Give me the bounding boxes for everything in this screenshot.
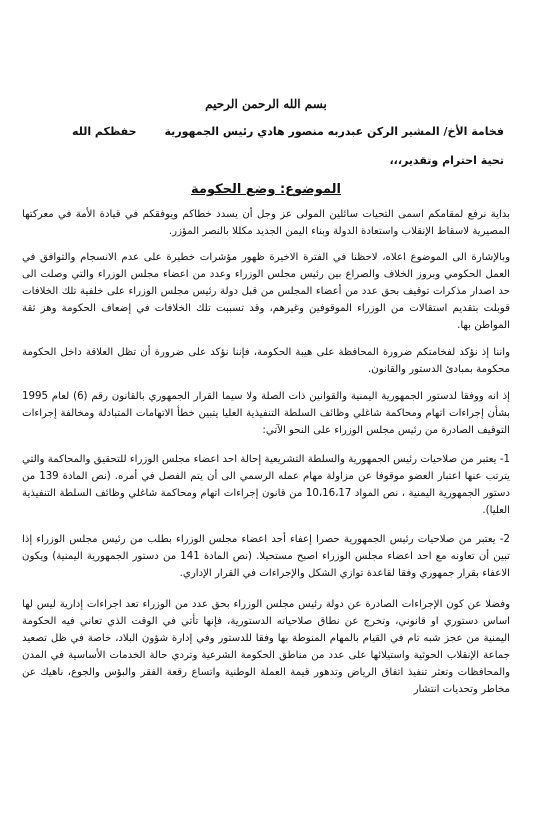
paragraph-point-2: 2- يعتبر من صلاحيات رئيس الجمهورية حصرا إعفاء أحد اعضاء مجلس الوزراء بطلب من رئيس مجلس الوزراء إذا تبين أن تعاونه مع احد اعضاء مجلس الوزراء اصبح مستحيلا. (نص المادة 141 من دستور الجمهورية اليمنية) ويكون الاعفاء بقرار جمهوري وفقا لقاعدة توازي الشكل والإجراءات في القرار الإداري. [22,534,510,579]
subject-title: الموضوع: وضع الحكومة [191,182,341,197]
paragraph-opening: بداية نرفع لمقامكم اسمى التحيات سائلين المولى عز وجل أن يسدد خطاكم ويوفقكم في قيادة الأمة في معركتها المصيرية لاسقاط الإنقلاب واستعادة الدولة وبناء اليمن الجديد مكللا بالنصر المؤزر. [22,209,510,237]
addressee-name: فخامة الأخ/ المشير الركن عبدربه منصور هادي رئيس الجمهورية [164,125,504,138]
basmala: بسم الله الرحمن الرحيم [205,97,327,111]
paragraph-emphasis: واننا إذ نؤكد لفخامتكم ضرورة المحافظة على هيبة الحكومة، فإننا نؤكد على ضرورة أن تظل العلاقة داخل الحكومة محكومة بمبادئ الدستور والقانون. [22,347,510,375]
greeting: تحية احترام وتقدير،،، [389,154,504,167]
paragraph-legal-basis: إذ انه ووفقا لدستور الجمهورية اليمنية والقوانين ذات الصلة ولا سيما القرار الجمهوري بالقانون رقم (6) لعام 1995 بشأن إجراءات اتهام ومحاكمة شاغلي وظائف السلطة التنفيذية العليا يتبين خطأ الاتهامات المتبادلة ومخالفة إجراءات التوقيف الصادرة من رئيس مجلس الوزراء على النحو الآتي: [22,391,510,436]
addressee-blessing: حفظكم الله [72,125,137,138]
paragraph-point-1: 1- يعتبر من صلاحيات رئيس الجمهورية والسلطة التشريعية إحالة احد اعضاء مجلس الوزراء للتحقيق والمحاكمة والتي يترتب عنها اعتبار العضو موقوفا عن مزاولة مهام عمله الرسمي الى أن يتم الفصل في أمره. (نص المادة 139 من دستور الجمهورية اليمنية ، نص المواد 10،16،17 من قانون إجراءات اتهام ومحاكمة شاغلي وظائف السلطة التنفيذية العليا). [22,454,510,516]
paragraph-conclusion: وفضلا عن كون الإجراءات الصادرة عن دولة رئيس مجلس الوزراء بحق عدد من الوزراء تعد اجراءات إدارية ليس لها اساس دستوري او قانوني، وتخرج عن نطاق صلاحياته الدستورية، فإنها تأتي في الوقت الذي تعاني فيه الحكومة اليمنية من عجز شبه تام في القيام بالمهام المنوطة بها وفقا للدستور وفي إدارة شؤون البلاد، خاصة في ظل تصعيد جماعة الإنقلاب الحوثية واستيلائها على عدد من مناطق الحكومة الشرعية وتردي حالة الخدمات الأساسية في المدن والمحافظات وتعثر تنفيذ اتفاق الرياض وتدهور قيمة العملة الوطنية واتساع رقعة الفقر والبؤس والجوع، ناهيك عن مخاطر وتحديات انتشار [22,599,510,695]
paragraph-observations: وبالإشارة الى الموضوع اعلاه، لاحظنا في الفترة الاخيرة ظهور مؤشرات خطيرة على عدم الانسجام والتوافق في العمل الحكومي وبروز الخلاف والصراع بين رئيس مجلس الوزراء وعدد من اعضاء مجلس الوزراء والتي وصلت الى حد اصدار مذكرات توقيف بحق عدد من أعضاء المجلس من قبل دولة رئيس مجلس الوزراء على خلفية تلك الخلافات قوبلت بتقديم استقالات من الوزراء الموقوفين وغيرهم، وقد تسببت تلك الخلافات في إضعاف الحكومة وهز ثقة المواطن بها. [22,252,510,331]
subject-line [22,178,510,202]
addressee-line [22,123,510,141]
